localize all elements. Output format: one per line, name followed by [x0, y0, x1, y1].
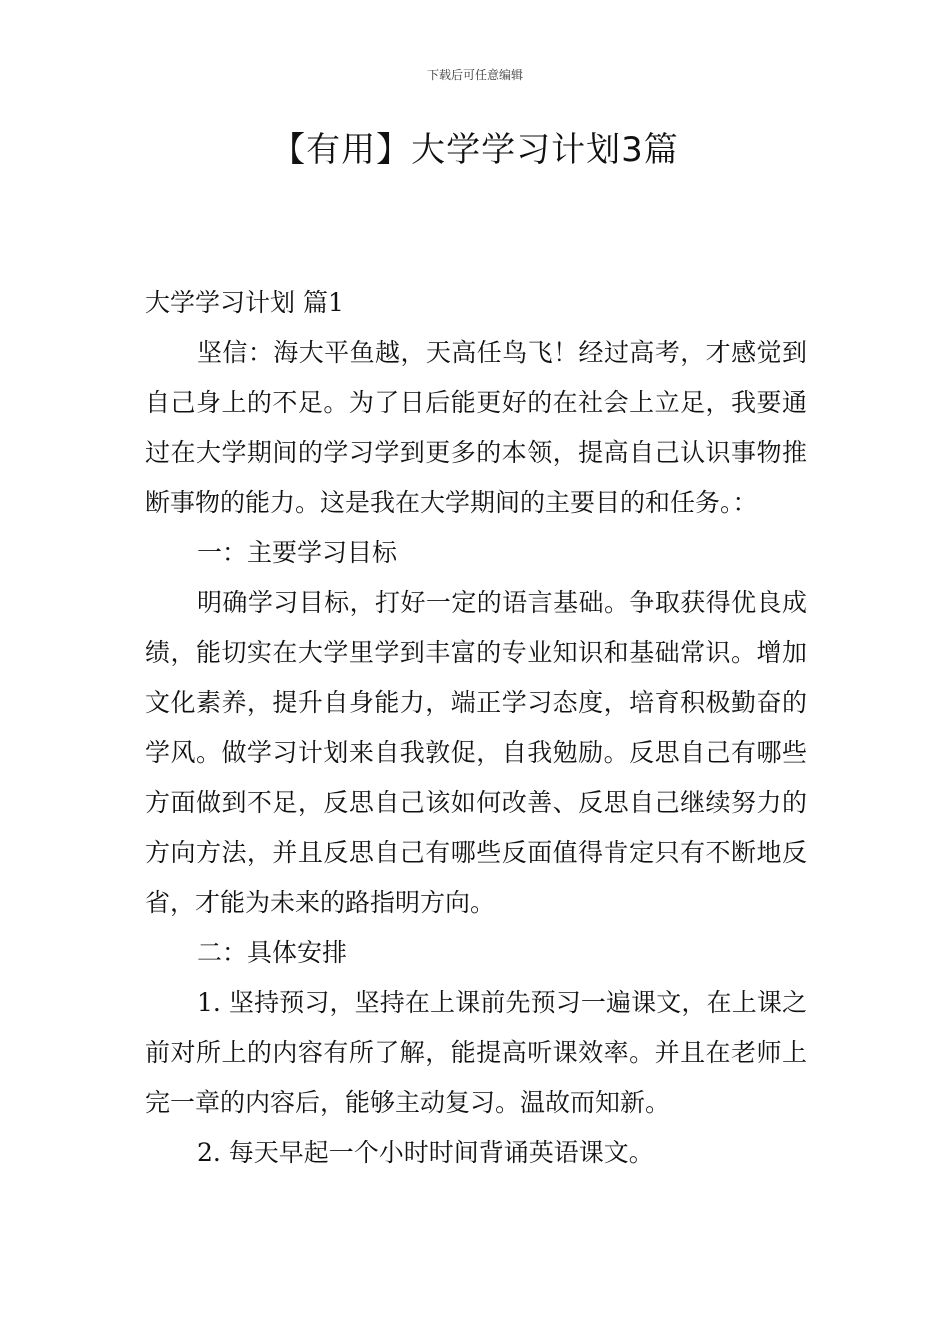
subheading-goals: 一：主要学习目标	[197, 538, 398, 567]
document-title: 【有用】大学学习计划3篇	[271, 130, 679, 170]
section-heading: 大学学习计划 篇1	[145, 288, 344, 317]
paragraph-item-2: 2. 每天早起一个小时时间背诵英语课文。	[197, 1138, 654, 1167]
header-note: 下载后可任意编辑	[426, 68, 523, 82]
paragraph-intro: 坚信：海大平鱼越，天高任鸟飞！经过高考，才感觉到自己身上的不足。为了日后能更好的在社会上立足，我要通过在大学期间的学习学到更多的本领，提高自己认识事物推断事物的能力。这是我在大学期间的主要目的和任务。：	[145, 338, 807, 517]
subheading-arrangement: 二：具体安排	[197, 938, 348, 967]
paragraph-item-1: 1. 坚持预习，坚持在上课前先预习一遍课文，在上课之前对所上的内容有所了解，能提高听课效率。并且在老师上完一章的内容后，能够主动复习。温故而知新。	[145, 988, 807, 1117]
document-body	[145, 278, 807, 1178]
paragraph-goals: 明确学习目标，打好一定的语言基础。争取获得优良成绩，能切实在大学里学到丰富的专业知识和基础常识。增加文化素养，提升自身能力，端正学习态度，培育积极勤奋的学风。做学习计划来自我敦促，自我勉励。反思自己有哪些方面做到不足，反思自己该如何改善、反思自己继续努力的方向方法，并且反思自己有哪些反面值得肯定只有不断地反省，才能为未来的路指明方向。	[145, 588, 807, 917]
